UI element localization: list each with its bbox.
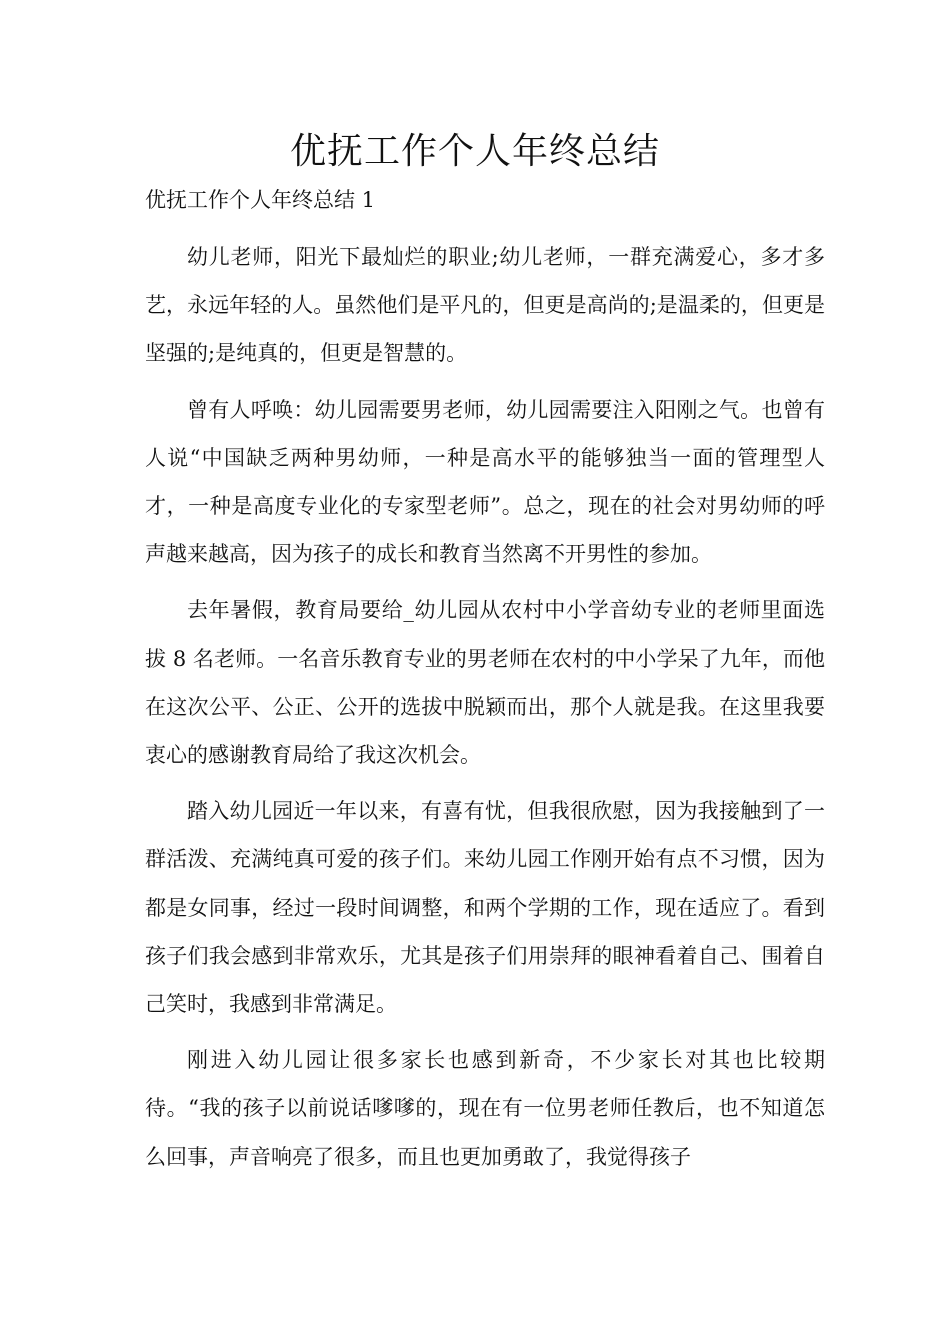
paragraph-2 (145, 386, 825, 579)
section-heading: 优抚工作个人年终总结 1 (145, 188, 376, 212)
paragraph-5 (145, 1036, 825, 1181)
paragraph-3 (145, 586, 825, 779)
paragraph-line: 去年暑假，教育局要给_幼儿园从农村中小学音幼专业的老师里 (187, 598, 783, 623)
paragraph-line: 的管理型人才，一种是高度专业化的专家型老师”。总之，现在的 (145, 445, 826, 519)
document-title: 优抚工作个人年终总结 (289, 131, 660, 172)
paragraph-line: 面选拔 8 名老师。一名音乐教育专业的男老师在农村的中小学呆了 (145, 598, 825, 671)
paragraph-line: 是我。在这里我要衷心的感谢教育局给了我这次机会。 (145, 694, 826, 768)
paragraph-line: 才多艺，永远年轻的人。虽然他们是平凡的，但更是高尚的;是温柔 (145, 245, 826, 318)
paragraph-line: 的眼神看着自己、围着自己笑时，我感到非常满足。 (145, 943, 826, 1017)
paragraph-line: 不习惯，因为都是女同事，经过一段时间调整，和两个学期的工作， (145, 847, 826, 920)
paragraph-line: 待。“我的孩子以前说话嗲嗲的，现在有一位男老师任教后，也不 (145, 1096, 761, 1121)
paragraph-line: 男性的参加。 (586, 542, 712, 567)
paragraph-line: 刚进入幼儿园让很多家长也感到新奇，不少家长对其也比较期 (187, 1048, 825, 1073)
paragraph-line: 踏入幼儿园近一年以来，有喜有忧，但我很欣慰，因为我接触 (187, 799, 762, 824)
paragraph-line: 的，但更是坚强的;是纯真的，但更是智慧的。 (145, 293, 826, 366)
paragraph-line: 知道怎么回事，声音响亮了很多，而且也更加勇敢了，我觉得孩子 (145, 1096, 826, 1169)
paragraph-line: 也曾有人说“中国缺乏两种男幼师，一种是高水平的能够独当一面 (145, 397, 826, 470)
paragraph-line: 到了一群活泼、充满纯真可爱的孩子们。来幼儿园工作刚开始有点 (145, 799, 826, 872)
paragraph-1 (145, 233, 825, 378)
paragraph-line: 幼儿老师，阳光下最灿烂的职业;幼儿老师，一群充满爱心，多 (187, 245, 783, 269)
paragraph-line: 九年，而他在这次公平、公正、公开的选拔中脱颖而出，那个人就 (145, 646, 826, 719)
paragraph-line: 曾有人呼唤：幼儿园需要男老师，幼儿园需要注入阳刚之气。 (187, 397, 762, 422)
paragraph-line: 社会对男幼师的呼声越来越高，因为孩子的成长和教育当然离不开 (145, 494, 825, 567)
paragraph-line: 现在适应了。看到孩子们我会感到非常欢乐，尤其是孩子们用崇拜 (145, 895, 826, 968)
document-body (145, 233, 825, 1189)
paragraph-4 (145, 787, 825, 1028)
